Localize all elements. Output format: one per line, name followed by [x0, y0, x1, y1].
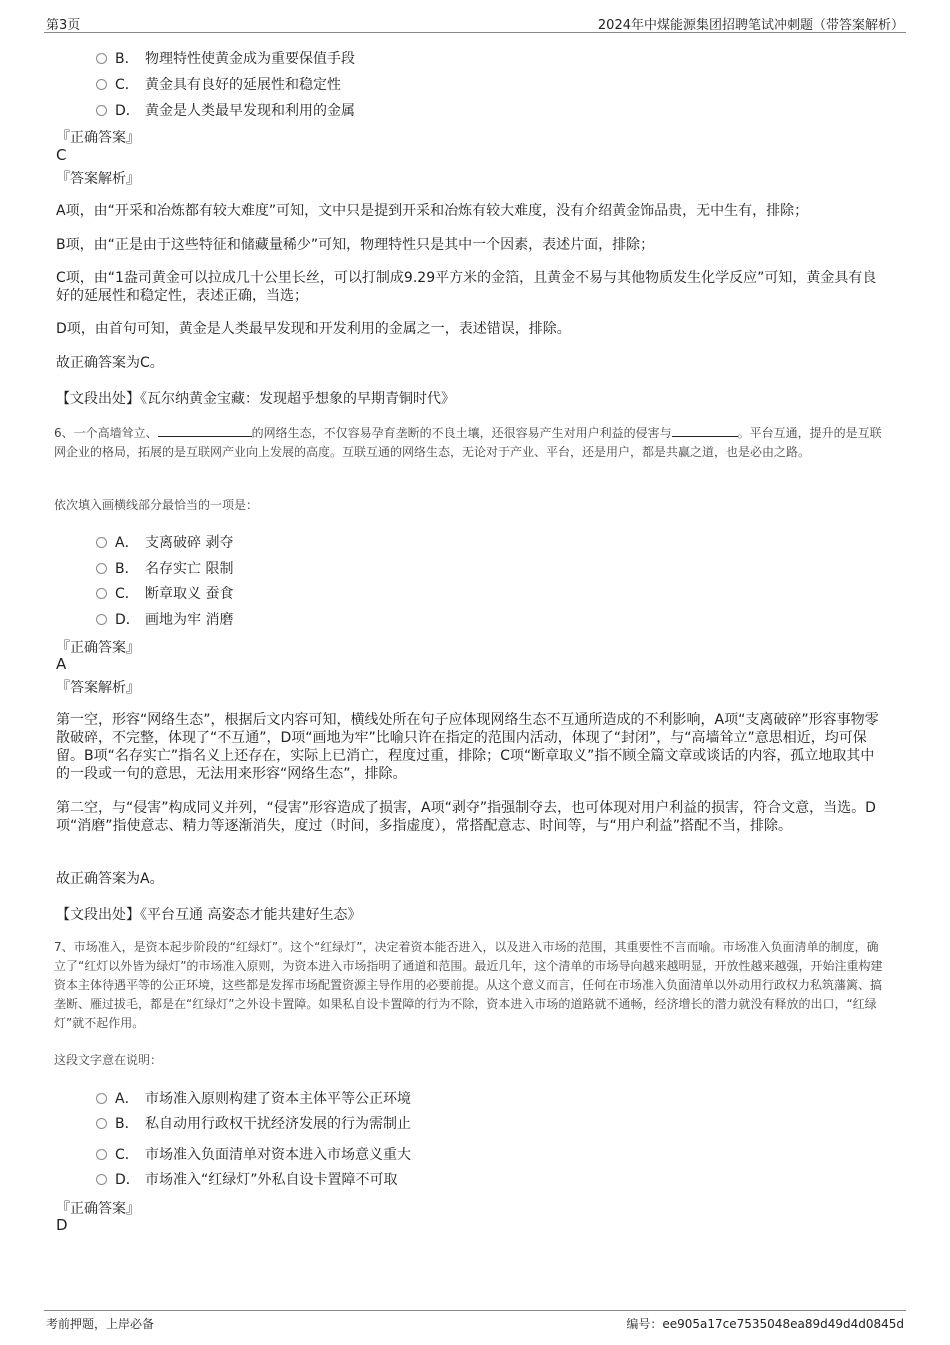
- q5-option-d[interactable]: D． 黄金是人类最早发现和利用的金属: [96, 100, 355, 120]
- radio-icon[interactable]: [96, 53, 107, 64]
- q7-stem: 7、市场准入，是资本起步阶段的“红绿灯”。这个“红绿灯”，决定着资本能否进入，以及进入市场的范围，其重要性不言而喻。市场准入负面清单的制度，确立了“红灯以外皆为绿灯”的市场准入原则，为资本进入市场指明了通道和范围。最近几年，这个清单的市场导向越来越明显，开放性越来越强，开始注重构建资本主体待遇平等的公正环境，这些都是发挥市场配置资源主导作用的必要前提。从这个意义而言，任何在市场准入负面清单以外动用行政权力私筑藩篱、搞垄断、雁过拔毛，都是在“红绿灯”之外设卡置障。如果私自设卡置障的行为不除，资本进入市场的道路就不通畅，经济增长的潜力就没有释放的出口，“红绿灯”就不起作用。: [54, 940, 883, 1030]
- q6-option-a[interactable]: A． 支离破碎 剥夺: [96, 532, 233, 552]
- radio-icon[interactable]: [96, 1174, 107, 1185]
- q7-option-d[interactable]: D． 市场准入“红绿灯”外私自设卡置障不可取: [96, 1169, 398, 1189]
- q6-answer-label: 『正确答案』: [56, 640, 140, 656]
- q7-prompt: 这段文字意在说明：: [54, 1053, 163, 1067]
- q6-conclusion: 故正确答案为A。: [56, 871, 164, 887]
- q5-analysis-b: B项，由“正是由于这些特征和储藏量稀少”可知，物理特性只是其中一个因素，表述片面，排除；: [56, 237, 655, 253]
- footer-slogan: 考前押题，上岸必备: [46, 1317, 155, 1331]
- q7-option-a[interactable]: A． 市场准入原则构建了资本主体平等公正环境: [96, 1088, 411, 1108]
- q6-option-b[interactable]: B． 名存实亡 限制: [96, 558, 233, 578]
- radio-icon[interactable]: [96, 79, 107, 90]
- q5-analysis-a: A项，由“开采和冶炼都有较大难度”可知，文中只是提到开采和冶炼有较大难度，没有介绍黄金饰品贵，无中生有，排除；: [56, 203, 809, 219]
- page-footer: [44, 1310, 906, 1333]
- radio-icon[interactable]: [96, 1093, 107, 1104]
- radio-icon[interactable]: [96, 105, 107, 116]
- q7-answer: D: [56, 1216, 68, 1234]
- q5-option-c[interactable]: C． 黄金具有良好的延展性和稳定性: [96, 74, 341, 94]
- q6-analysis-label: 『答案解析』: [56, 680, 140, 696]
- q5-analysis-c: C项，由“1盎司黄金可以拉成几十公里长丝，可以打制成9.29平方米的金箔，且黄金不易与其他物质发生化学反应”可知，黄金具有良好的延展性和稳定性，表述正确，当选；: [56, 270, 877, 304]
- q5-source: 【文段出处】《瓦尔纳黄金宝藏：发现超乎想象的早期青铜时代》: [56, 391, 455, 407]
- blank-1: [158, 424, 252, 437]
- radio-icon[interactable]: [96, 1118, 107, 1129]
- document-title: 2024年中煤能源集团招聘笔试冲刺题（带答案解析）: [597, 18, 904, 33]
- q7-option-b[interactable]: B． 私自动用行政权干扰经济发展的行为需制止: [96, 1113, 411, 1133]
- radio-icon[interactable]: [96, 1149, 107, 1160]
- q7-answer-label: 『正确答案』: [56, 1201, 140, 1217]
- q5-answer: C: [56, 146, 67, 164]
- radio-icon[interactable]: [96, 588, 107, 599]
- radio-icon[interactable]: [96, 614, 107, 625]
- q6-stem: 6、一个高墙耸立、 的网络生态，不仅容易孕育垄断的不良土壤，还很容易产生对用户利益的侵害与 。平台互通，提升的是互联网企业的格局，拓展的是互联网产业向上发展的高度。互联互通的网络生态，无论对于产业、平台，还是用户，都是共赢之道，也是必由之路。: [54, 426, 882, 459]
- q6-source: 【文段出处】《平台互通 高姿态才能共建好生态》: [56, 907, 362, 923]
- q6-option-c[interactable]: C． 断章取义 蚕食: [96, 583, 233, 603]
- q6-option-d[interactable]: D． 画地为牢 消磨: [96, 609, 233, 629]
- q6-answer: A: [56, 655, 67, 673]
- q6-analysis-2: 第二空，与“侵害”构成同义并列，“侵害”形容造成了损害，A项“剥夺”指强制夺去，也可体现对用户利益的损害，符合文意，当选。D项“消磨”指使意志、精力等逐渐消失，度过（时间，多指虚度），常搭配意志、时间等，与“用户利益”搭配不当，排除。: [56, 800, 876, 834]
- q6-analysis-1: 第一空，形容“网络生态”，根据后文内容可知，横线处所在句子应体现网络生态不互通所造成的不利影响，A项“支离破碎”形容事物零散破碎，不完整，体现了“不互通”，D项“画地为牢”比喻只许在指定的范围内活动，体现了“封闭”，与“高墙耸立”意思相近，均可保留。B项“名存实亡”指名义上还存在，实际上已消亡，程度过重，排除；C项“断章取义”指不顾全篇文章或谈话的内容，孤立地取其中的一段或一句的意思，无法用来形容“网络生态”，排除。: [56, 712, 879, 782]
- q5-analysis-label: 『答案解析』: [56, 171, 140, 187]
- radio-icon[interactable]: [96, 537, 107, 548]
- document-code: 编号：ee905a17ce7535048ea89d49d4d0845d: [626, 1317, 904, 1331]
- q6-prompt: 依次填入画横线部分最恰当的一项是：: [54, 498, 259, 512]
- q5-answer-label: 『正确答案』: [56, 130, 140, 146]
- radio-icon[interactable]: [96, 563, 107, 574]
- blank-2: [672, 424, 738, 437]
- page-header: [44, 12, 906, 33]
- q5-analysis-d: D项，由首句可知，黄金是人类最早发现和开发利用的金属之一，表述错误，排除。: [56, 321, 571, 337]
- page-number: 第3页: [46, 18, 81, 33]
- q5-option-b[interactable]: B． 物理特性使黄金成为重要保值手段: [96, 48, 355, 68]
- q5-conclusion: 故正确答案为C。: [56, 355, 164, 371]
- q7-option-c[interactable]: C． 市场准入负面清单对资本进入市场意义重大: [96, 1144, 411, 1164]
